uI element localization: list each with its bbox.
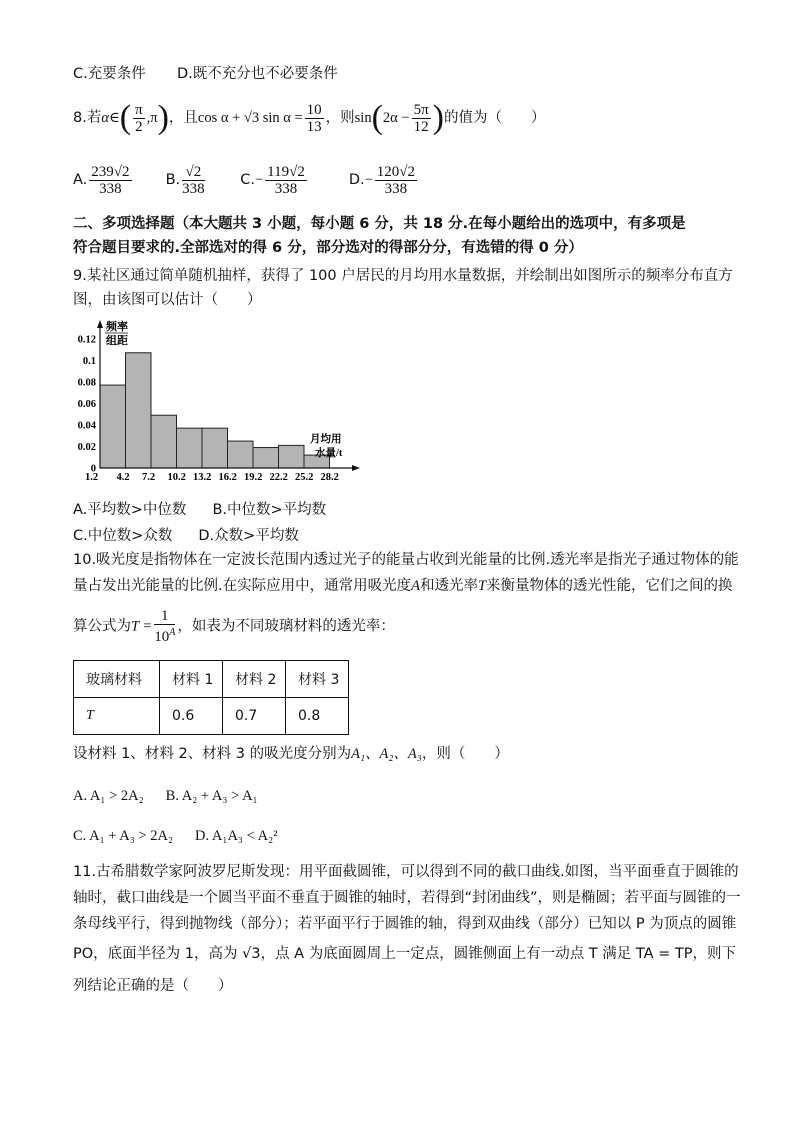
q8-in: ∈ [108,110,120,126]
q11-stem-line3: 条母线平行，得到抛物线（部分）；若平面平行于圆锥的轴，得到双曲线（部分）已知以 P 为顶点的圆锥 [73,916,737,932]
q10-stem-line4: 设材料 1、材料 2、材料 3 的吸光度分别为A₁、A₂、A₃，则（ ） [73,746,509,762]
x-tick-label: 25.2 [295,472,314,482]
right-paren: ) [432,99,444,136]
left-paren: ( [371,99,383,136]
x-tick-label: 13.2 [193,472,212,482]
frequency-histogram [70,318,370,482]
y-tick-label: 0.08 [77,377,96,389]
q9-options-row2 [73,526,299,546]
q10-formula-frac: $\frac{1}{10^A}$ [154,608,176,645]
table-cell: 材料 1 [160,661,223,698]
x-tick-label: 28.2 [320,472,339,482]
q9-stem-line2: 图，由该图可以估计（ ） [73,292,262,308]
histogram-bar [253,448,279,468]
histogram-bar [279,445,305,468]
y-axis-arrow [97,320,103,328]
table-cell: 材料 2 [223,661,286,698]
q10-options-row1 [73,786,258,806]
x-tick-label: 10.2 [167,472,186,482]
y-tick-label: 0 [90,463,96,475]
q10-stem-line1: 10.吸光度是指物体在一定波长范围内透过光子的能量占收到光能量的比例.透光率是指光子通过物体的能 [73,552,739,568]
y-tick-label: 0.12 [77,334,96,346]
y-tick-label: 0.06 [77,398,96,410]
q8-then: ，则 [325,110,355,126]
histogram-bar [228,441,254,468]
q9-options-row1 [73,500,326,520]
x-tick-label: 4.2 [116,472,130,482]
q8-arg-frac: $\frac{5\pi}{12}$ [413,101,429,135]
x-tick-label: 1.2 [85,472,99,482]
q8-alpha: α [101,110,109,126]
q10-option-c[interactable]: C. A₁ + A₃ > 2A₂ [73,828,174,844]
histogram-bar [202,428,228,468]
q7-options-row [73,64,338,84]
table-row [74,698,349,735]
q9-option-c[interactable]: C.中位数>众数 [73,528,173,544]
section2-header-line2: 符合题目要求的.全部选对的得 6 分，部分选对的得部分分，有选错的得 0 分） [73,240,583,256]
x-tick-label: 19.2 [244,472,263,482]
q9-stem-line1: 9.某社区通过简单随机抽样，获得了 100 户居民的月均用水量数据，并绘制出如图所示的频率分布直方 [73,268,733,284]
q8-prefix: 8.若 [73,110,102,126]
q8-suffix: 的值为（ ） [443,110,546,126]
q9-option-b[interactable]: B.中位数>平均数 [212,502,327,518]
q8-option-d[interactable]: D.− $\frac{120√2}{338}$ [348,163,416,197]
q8-cos-expr: cos α + √3 sin α = [197,110,303,126]
histogram-bar [151,415,177,468]
q9-option-d[interactable]: D.众数>平均数 [198,528,299,544]
table-header-row [74,661,349,698]
left-paren: ( [119,99,132,136]
y-label-num: 频率 [106,321,128,333]
q8-comma-pi: ,π [146,110,158,126]
q7-option-c[interactable]: C.充要条件 [73,66,146,82]
table-cell: 0.6 [160,698,223,735]
right-paren: ) [157,99,169,136]
table-cell: 玻璃材料 [74,661,160,698]
q8-pi-over-2: $\frac{\pi}{2}$ [135,101,143,135]
histogram-bar [126,353,152,468]
q8-options-row [73,158,419,202]
q8-option-c[interactable]: C.− $\frac{119√2}{338}$ [240,163,305,197]
x-label-line1: 月均用 [310,434,342,445]
q11-stem-line2: 轴时，截口曲线是一个圆当平面不垂直于圆锥的轴时，若得到“封闭曲线”，则是椭圆；若平面与圆锥的一 [73,890,741,906]
q10-option-b[interactable]: B. A₂ + A₃ > A₁ [165,788,258,804]
table-cell: T [74,698,160,735]
table-cell: 0.7 [223,698,286,735]
material-table [73,660,349,735]
q11-stem-line1: 11.古希腊数学家阿波罗尼斯发现：用平面截圆锥，可以得到不同的截口曲线.如图，当平面垂直于圆锥的 [73,864,739,880]
q11-stem-line5: 列结论正确的是（ ） [73,978,233,994]
q8-sin-arg: 2α − [382,110,410,126]
y-tick-label: 0.1 [82,355,96,367]
q7-option-d[interactable]: D.既不充分也不必要条件 [176,66,338,82]
q8-stem [73,100,545,136]
histogram-bar [100,385,126,468]
q10-formula-line: 算公式为T = $\frac{1}{10^A}$ ，如表为不同玻璃材料的透光率： [73,608,395,645]
y-tick-label: 0.04 [77,420,96,432]
q8-rhs: $\frac{10}{13}$ [306,101,322,135]
table-cell: 0.8 [286,698,349,735]
section2-header-line1: 二、多项选择题（本大题共 3 小题，每小题 6 分，共 18 分.在每小题给出的选项中，有多项是 [73,216,686,232]
x-tick-label: 16.2 [218,472,237,482]
q8-and: ，且 [168,110,198,126]
x-axis-arrow [352,465,360,471]
q10-option-d[interactable]: D. A₁A₃ < A₂² [195,828,278,844]
q10-stem-line2: 量占发出光能量的比例.在实际应用中，通常用吸光度A和透光率T来衡量物体的透光性能，它们之间的换 [73,578,733,594]
y-tick-label: 0.02 [77,441,96,453]
q8-sin: sin [354,110,372,126]
q10-options-row2 [73,826,278,846]
x-tick-label: 7.2 [142,472,156,482]
q8-option-a[interactable]: A. $\frac{239√2}{338}$ [73,163,130,197]
histogram-bar [177,428,203,468]
q9-option-a[interactable]: A.平均数>中位数 [73,502,187,518]
table-cell: 材料 3 [286,661,349,698]
q11-stem-line4: PO，底面半径为 1，高为 √3，点 A 为底面圆周上一定点，圆锥侧面上有一动点 T 满足 TA = TP，则下 [73,946,737,962]
x-tick-label: 22.2 [269,472,288,482]
q10-option-a[interactable]: A. A₁ > 2A₂ [73,788,144,804]
y-label-den: 组距 [106,335,128,347]
q8-option-b[interactable]: B. $\frac{√2}{338}$ [165,163,205,197]
x-label-line2: 水量/t [315,448,343,459]
